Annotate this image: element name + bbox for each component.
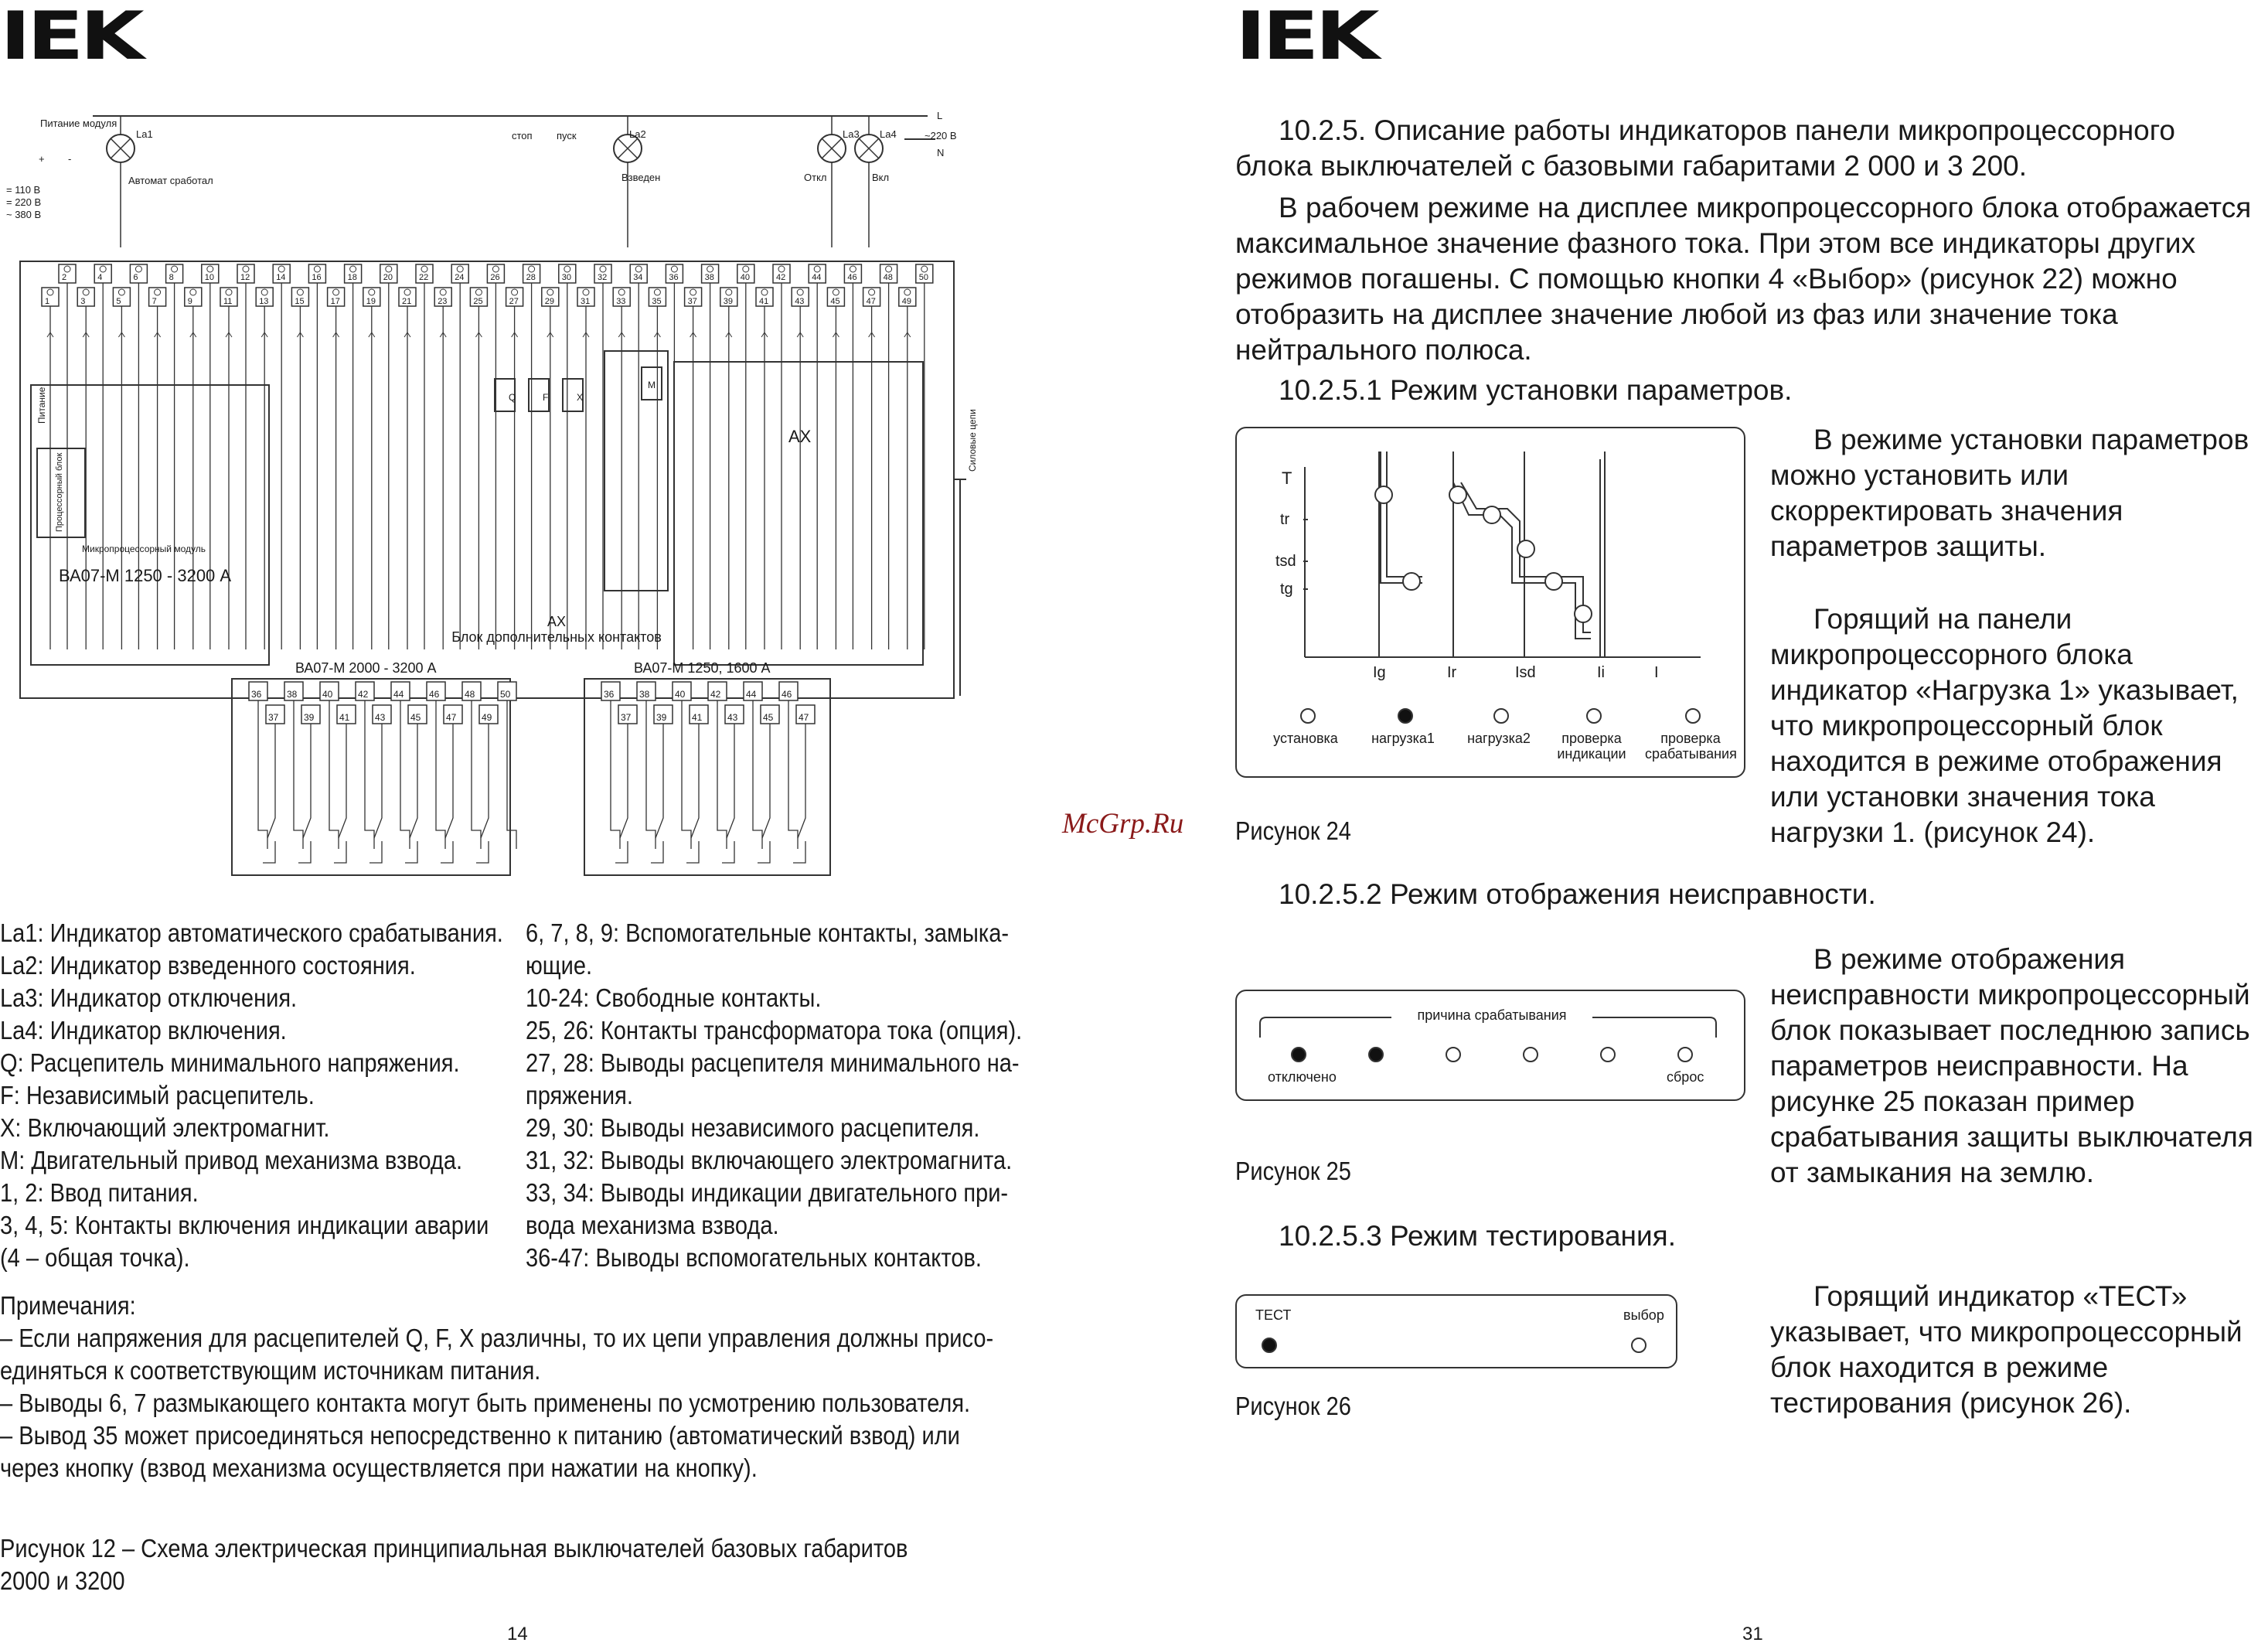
- proc-block-label: Процессорный блок: [55, 452, 64, 532]
- terminal-bottom: [149, 288, 166, 649]
- supply-voltage: ~220 В: [925, 130, 957, 141]
- terminal-label: 8: [169, 273, 174, 282]
- aux-contacts-diagram: [230, 656, 833, 880]
- terminal-label: 24: [455, 273, 465, 282]
- select-indicator: [1631, 1338, 1647, 1353]
- terminal-label: 39: [723, 297, 734, 306]
- aux-terminal-label: 45: [763, 712, 774, 723]
- terminal-top: [523, 264, 540, 649]
- terminal-label: 21: [402, 297, 412, 306]
- aux-terminal-bottom: [651, 705, 673, 863]
- terminal-top: [844, 264, 861, 649]
- aux-terminal-bottom: [758, 705, 779, 863]
- subsection-1-para-1: В режиме установки параметров можно установить или скорректировать значения параметров защиты.: [1770, 424, 2249, 562]
- terminal-label: 25: [473, 297, 483, 306]
- terminal-label: 20: [383, 273, 393, 282]
- terminal-top: [130, 264, 147, 649]
- terminal-bottom: [720, 288, 737, 649]
- indicator-label: нагрузка1: [1371, 731, 1435, 746]
- aux-terminal-top: [673, 682, 691, 849]
- aux-terminal-label: 38: [287, 689, 298, 700]
- terminal-bottom: [542, 288, 559, 649]
- aux-terminal-label: 43: [727, 712, 738, 723]
- terminal-top: [880, 264, 897, 649]
- aux-terminal-label: 49: [482, 712, 492, 723]
- terminal-label: 34: [633, 273, 643, 282]
- x-label-ir: Ir: [1447, 664, 1457, 681]
- subsection-1-para-2: Горящий на панели микропроцессорного блока индикатор «Нагрузка 1» указывает, что микропроцессорный блок находится в режиме отображения или установки значения тока нагрузки 1. (рисунок 24).: [1770, 603, 2239, 848]
- terminal-top: [487, 264, 504, 649]
- legend-column-1: [0, 917, 503, 1274]
- tripped-label: отключено: [1268, 1069, 1337, 1085]
- terminal-label: 41: [759, 297, 769, 306]
- terminal-label: 42: [776, 273, 786, 282]
- la2-label: La2: [629, 128, 646, 140]
- aux-terminal-label: 48: [465, 689, 475, 700]
- aux-terminal-bottom: [298, 705, 320, 863]
- voltage-label-1: = 110 В: [6, 184, 41, 196]
- la4-desc: Вкл: [872, 172, 890, 183]
- legend-col2-line: 25, 26: Контакты трансформатора тока (опция).: [526, 1016, 1023, 1045]
- aux-terminal-label: 46: [782, 689, 792, 700]
- terminal-label: 12: [240, 273, 250, 282]
- terminal-label: 38: [704, 273, 714, 282]
- legend-col1-line: La4: Индикатор включения.: [0, 1016, 287, 1045]
- page-number-left: 14: [507, 1624, 528, 1644]
- power-module-label: Питание модуля: [40, 118, 117, 129]
- voltage-label-3: ~ 380 В: [6, 209, 42, 220]
- terminal-bottom: [77, 288, 94, 649]
- terminal-bottom: [685, 288, 702, 649]
- indicator-label: установка: [1273, 731, 1338, 746]
- terminal-label: 1: [45, 297, 50, 306]
- indicator-label: проверка индикации: [1557, 731, 1626, 762]
- terminal-label: 36: [669, 273, 679, 282]
- aux-terminal-bottom: [369, 705, 391, 863]
- terminal-label: 23: [438, 297, 448, 306]
- la4-label: La4: [880, 128, 897, 140]
- legend-col2-line: 29, 30: Выводы независимого расцепителя.: [526, 1113, 980, 1142]
- aux-terminal-label: 41: [692, 712, 703, 723]
- aux-terminal-label: 42: [710, 689, 721, 700]
- figure-26-panel: [1235, 1294, 1677, 1368]
- la2-desc: Взведен: [621, 172, 661, 183]
- aux-terminal-label: 50: [500, 689, 511, 700]
- subsection-3-heading: 10.2.5.3 Режим тестирования.: [1279, 1220, 1676, 1252]
- subsection-2-heading: 10.2.5.2 Режим отображения неисправности.: [1279, 878, 1876, 910]
- indicator-light: [1586, 708, 1602, 724]
- reset-label: сброс: [1667, 1069, 1704, 1085]
- legend-col2-line: 33, 34: Выводы индикации двигательного при-: [526, 1178, 1009, 1207]
- aux-terminal-label: 38: [639, 689, 650, 700]
- terminal-label: 49: [901, 297, 912, 306]
- aux-terminal-top: [320, 682, 339, 849]
- fault-cause-title: причина срабатывания: [1391, 1008, 1592, 1024]
- terminal-bottom: [434, 288, 451, 649]
- terminal-label: 45: [830, 297, 840, 306]
- terminal-bottom: [613, 288, 630, 649]
- aux-terminal-top: [637, 682, 656, 849]
- caption-line-1: Рисунок 12 – Схема электрическая принципиальная выключателей базовых габаритов: [0, 1534, 908, 1563]
- aux-terminal-label: 47: [799, 712, 809, 723]
- aux-terminal-label: 40: [675, 689, 686, 700]
- terminal-top: [773, 264, 790, 649]
- aux-terminal-label: 44: [746, 689, 757, 700]
- aux-terminal-label: 36: [251, 689, 262, 700]
- terminal-label: 5: [116, 297, 121, 306]
- fault-indicator: [1523, 1047, 1538, 1062]
- aux-terminal-label: 46: [429, 689, 440, 700]
- la1-label: La1: [136, 128, 153, 140]
- legend-col1-line: La3: Индикатор отключения.: [0, 983, 298, 1012]
- aux-terminal-top: [391, 682, 410, 849]
- section-heading: 10.2.5. Описание работы индикаторов панели микропроцессорного блока выключателей с базовыми габаритами 2 000 и 3 200.: [1235, 114, 2175, 182]
- aux-terminal-top: [498, 682, 516, 849]
- aux-title-1: AX: [547, 614, 566, 629]
- note-line-3: – Выводы 6, 7 размыкающего контакта могут быть применены по усмотрению пользователя.: [0, 1389, 971, 1417]
- terminal-label: 14: [276, 273, 286, 282]
- indicator-light: [1685, 708, 1701, 724]
- terminal-label: 28: [526, 273, 536, 282]
- terminal-label: 27: [509, 297, 519, 306]
- terminal-label: 26: [490, 273, 500, 282]
- test-label: ТЕСТ: [1255, 1307, 1292, 1323]
- aux-right-title: ВА07-М 1250, 1600 А: [634, 660, 771, 676]
- notes-block: [0, 1290, 993, 1484]
- aux-terminal-label: 41: [339, 712, 350, 723]
- terminal-top: [345, 264, 362, 649]
- figure-12-caption: [0, 1532, 908, 1597]
- legend-col2-line: пряжения.: [526, 1081, 633, 1109]
- figure-25-panel: [1235, 990, 1745, 1101]
- minus-sign: -: [68, 153, 72, 165]
- aux-terminal-bottom: [722, 705, 744, 863]
- terminal-bottom: [827, 288, 844, 649]
- terminal-label: 19: [366, 297, 376, 306]
- indicator-light: [1300, 708, 1316, 724]
- legend-col2-line: 6, 7, 8, 9: Вспомогательные контакты, замыка-: [526, 918, 1010, 947]
- la3-label: La3: [843, 128, 860, 140]
- y-label-tg: tg: [1280, 581, 1293, 598]
- terminal-label: 37: [687, 297, 697, 306]
- aux-terminal-bottom: [793, 705, 815, 863]
- terminal-top: [237, 264, 254, 649]
- aux-terminal-label: 39: [656, 712, 667, 723]
- aux-terminal-label: 47: [446, 712, 457, 723]
- terminal-label: 48: [883, 273, 893, 282]
- aux-terminal-label: 40: [322, 689, 333, 700]
- terminal-bottom: [256, 288, 273, 649]
- aux-terminal-bottom: [686, 705, 708, 863]
- terminal-label: 11: [223, 297, 233, 306]
- terminal-label: 33: [616, 297, 626, 306]
- legend-col1-line: M: Двигательный привод механизма взвода.: [0, 1146, 463, 1174]
- legend-col2-line: ющие.: [526, 951, 593, 980]
- terminal-label: 17: [330, 297, 340, 306]
- indicator-label: нагрузка2: [1467, 731, 1531, 746]
- start-label: пуск: [557, 130, 577, 141]
- la3-desc: Откл: [804, 172, 827, 183]
- fault-indicator: [1368, 1047, 1384, 1062]
- figure-25-caption: Рисунок 25: [1235, 1157, 1351, 1185]
- notes-title: Примечания:: [0, 1291, 136, 1320]
- terminal-bottom: [577, 288, 594, 649]
- terminal-bottom: [863, 288, 880, 649]
- terminal-label: 44: [812, 273, 822, 282]
- note-line-2: единяться к соответствующим источникам питания.: [0, 1356, 541, 1385]
- aux-terminal-bottom: [476, 705, 498, 863]
- terminal-label: 50: [918, 273, 929, 282]
- legend-col2-line: 31, 32: Выводы включающего электромагнита.: [526, 1146, 1013, 1174]
- terminal-top: [809, 264, 826, 649]
- x-label-ig: Ig: [1373, 664, 1386, 681]
- legend-col2-line: 36-47: Выводы вспомогательных контактов.: [526, 1243, 982, 1272]
- legend-col2-line: 27, 28: Выводы расцепителя минимального на-: [526, 1048, 1020, 1077]
- terminal-top: [737, 264, 754, 649]
- model-label: ВА07-М 1250 - 3200 А: [59, 566, 232, 585]
- plus-sign: +: [39, 153, 45, 165]
- supply-n: N: [937, 147, 945, 158]
- aux-terminal-bottom: [615, 705, 637, 863]
- watermark: McGrp.Ru: [1062, 808, 1184, 840]
- fault-indicator: [1600, 1047, 1616, 1062]
- aux-terminal-top: [462, 682, 481, 849]
- terminal-label: 22: [419, 273, 429, 282]
- terminal-bottom: [649, 288, 666, 649]
- terminal-bottom: [220, 288, 237, 649]
- terminal-bottom: [506, 288, 523, 649]
- aux-terminal-label: 37: [268, 712, 279, 723]
- paragraph-1: В рабочем режиме на дисплее микропроцессорного блока отображается максимальное значение фазного тока. При этом все индикаторы других режимов погашены. С помощью кнопки 4 «Выбор» (рисунок 22) можно отобразить на дисплее значение любой из фаз или значение тока нейтрального полюса.: [1235, 192, 2252, 366]
- terminal-label: 6: [133, 273, 138, 282]
- terminal-label: 16: [312, 273, 322, 282]
- terminal-bottom: [185, 288, 202, 649]
- power-circuits-label: Силовые цепи: [967, 409, 978, 472]
- legend-col1-line: Q: Расцепитель минимального напряжения.: [0, 1048, 460, 1077]
- terminal-bottom: [291, 288, 308, 649]
- terminal-top: [630, 264, 647, 649]
- aux-terminal-bottom: [334, 705, 356, 863]
- aux-terminal-top: [427, 682, 445, 849]
- page-number-right: 31: [1742, 1624, 1763, 1644]
- note-line-1: – Если напряжения для расцепителей Q, F, X различны, то их цепи управления должны присо-: [0, 1324, 994, 1352]
- terminal-top: [594, 264, 611, 649]
- aux-title-2: Блок дополнительных контактов: [451, 629, 662, 645]
- aux-terminal-top: [356, 682, 374, 849]
- aux-terminal-label: 44: [393, 689, 404, 700]
- terminal-top: [94, 264, 111, 649]
- legend-col1-line: X: Включающий электромагнит.: [0, 1113, 330, 1142]
- legend-col2-line: 10-24: Свободные контакты.: [526, 983, 822, 1012]
- terminal-top: [451, 264, 468, 649]
- stop-label: стоп: [512, 130, 533, 141]
- m-label: M: [648, 380, 656, 390]
- terminal-label: 32: [598, 273, 608, 282]
- legend-column-2: [526, 917, 1022, 1274]
- iek-logo-right: IEK: [1235, 0, 1376, 75]
- subsection-2-para: В режиме отображения неисправности микропроцессорный блок показывает последнюю запись параметров неисправности. На рисунке 25 показан пример срабатывания защиты выключателя от замыкания на землю.: [1770, 943, 2253, 1188]
- terminal-bottom: [470, 288, 487, 649]
- terminal-bottom: [399, 288, 416, 649]
- fault-indicator: [1446, 1047, 1461, 1062]
- legend-col2-line: вода механизма взвода.: [526, 1211, 779, 1239]
- terminal-bottom: [899, 288, 916, 649]
- terminal-label: 35: [652, 297, 662, 306]
- legend-col1-line: 1, 2: Ввод питания.: [0, 1178, 199, 1207]
- iek-logo-left: IEK: [0, 0, 141, 75]
- micro-module-label: Микропроцессорный модуль: [82, 544, 206, 554]
- indicator-label: проверка срабатывания: [1645, 731, 1737, 762]
- terminal-label: 29: [544, 297, 555, 306]
- legend-col1-line: F: Независимый расцепитель.: [0, 1081, 315, 1109]
- terminal-label: 10: [204, 273, 215, 282]
- terminal-bottom: [328, 288, 345, 649]
- terminal-bottom: [363, 288, 380, 649]
- terminal-label: 46: [847, 273, 857, 282]
- legend-col1-line: La1: Индикатор автоматического срабатывания.: [0, 918, 503, 947]
- ax-label: AX: [788, 427, 812, 446]
- figure-24-caption: Рисунок 24: [1235, 816, 1351, 845]
- la1-desc: Автомат сработал: [128, 175, 213, 186]
- subsection-1-heading: 10.2.5.1 Режим установки параметров.: [1279, 374, 1793, 406]
- terminal-label: 40: [740, 273, 751, 282]
- y-label-tr: tr: [1280, 511, 1290, 528]
- aux-terminal-bottom: [405, 705, 427, 863]
- terminal-top: [916, 264, 933, 649]
- terminal-label: 13: [259, 297, 269, 306]
- terminal-top: [202, 264, 219, 649]
- note-line-4: – Вывод 35 может присоединяться непосредственно к питанию (автоматический взвод) или: [0, 1421, 960, 1450]
- terminal-label: 30: [561, 273, 572, 282]
- aux-terminal-label: 36: [604, 689, 615, 700]
- legend-col1-line: (4 – общая точка).: [0, 1243, 190, 1272]
- select-label: выбор: [1623, 1307, 1664, 1323]
- trip-curve-chart: [1237, 428, 1744, 776]
- terminal-label: 9: [187, 297, 192, 306]
- fault-indicator: [1291, 1047, 1306, 1062]
- q-label: Q: [509, 392, 516, 403]
- terminal-label: 43: [795, 297, 805, 306]
- f-label: F: [543, 392, 549, 403]
- indicator-light: [1493, 708, 1509, 724]
- terminal-label: 3: [80, 297, 86, 306]
- aux-terminal-label: 43: [375, 712, 386, 723]
- terminal-bottom: [792, 288, 809, 649]
- note-line-5: через кнопку (взвод механизма осуществляется при нажатии на кнопку).: [0, 1453, 758, 1482]
- legend-col1-line: La2: Индикатор взведенного состояния.: [0, 951, 416, 980]
- aux-terminal-bottom: [263, 705, 284, 863]
- terminal-label: 4: [97, 273, 103, 282]
- terminal-top: [273, 264, 290, 649]
- aux-terminal-top: [249, 682, 267, 849]
- terminal-label: 31: [581, 297, 591, 306]
- terminal-top: [166, 264, 183, 649]
- fault-indicator: [1677, 1047, 1693, 1062]
- terminal-bottom: [113, 288, 130, 649]
- terminal-label: 15: [295, 297, 305, 306]
- terminal-top: [416, 264, 433, 649]
- voltage-label-2: = 220 В: [6, 196, 42, 208]
- aux-terminal-label: 39: [304, 712, 315, 723]
- aux-terminal-label: 37: [621, 712, 632, 723]
- terminal-top: [308, 264, 325, 649]
- aux-terminal-top: [779, 682, 798, 849]
- terminal-top: [559, 264, 576, 649]
- supply-l: L: [937, 110, 943, 121]
- aux-terminal-label: 45: [410, 712, 421, 723]
- aux-left-title: ВА07-М 2000 - 3200 А: [295, 660, 437, 676]
- aux-terminal-top: [284, 682, 303, 849]
- power-block-label: Питание: [36, 387, 47, 424]
- subsection-3-para: Горящий индикатор «ТЕСТ» указывает, что микропроцессорный блок находится в режиме тестирования (рисунок 26).: [1770, 1280, 2242, 1419]
- x-label-ii: Ii: [1597, 664, 1605, 681]
- terminal-label: 47: [866, 297, 876, 306]
- test-indicator: [1262, 1338, 1277, 1353]
- figure-26-caption: Рисунок 26: [1235, 1392, 1351, 1420]
- terminal-bottom: [756, 288, 773, 649]
- terminal-label: 18: [347, 273, 357, 282]
- legend-col1-line: 3, 4, 5: Контакты включения индикации аварии: [0, 1211, 489, 1239]
- x-label-isd: Isd: [1515, 664, 1536, 681]
- x-label-i: I: [1654, 664, 1659, 681]
- terminal-label: 7: [152, 297, 157, 306]
- terminal-top: [380, 264, 397, 649]
- figure-24-panel: [1235, 427, 1745, 778]
- y-label-tsd: tsd: [1275, 553, 1296, 570]
- aux-terminal-top: [708, 682, 727, 849]
- caption-line-2: 2000 и 3200: [0, 1566, 125, 1595]
- aux-terminal-bottom: [441, 705, 462, 863]
- aux-terminal-top: [601, 682, 620, 849]
- y-label-t: T: [1282, 469, 1292, 488]
- indicator-light: [1398, 708, 1413, 724]
- terminal-label: 2: [62, 273, 67, 282]
- x-label: X: [577, 392, 584, 403]
- aux-terminal-top: [744, 682, 762, 849]
- terminal-top: [702, 264, 719, 649]
- aux-terminal-label: 42: [358, 689, 369, 700]
